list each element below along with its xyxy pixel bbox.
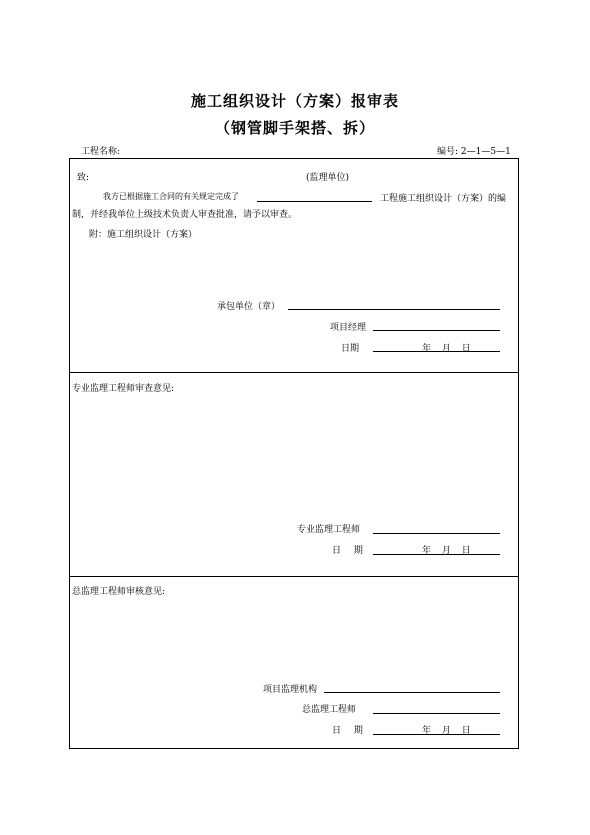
chief-review-heading: 总监理工程师审核意见: [72,587,166,597]
chief-engineer-signature-line[interactable] [373,713,500,714]
body-text-line1-right: 工程施工组织设计（方案）的编 [380,194,507,204]
contractor-label: 承包单位（章） [217,302,281,312]
form-number: 编号: 2—1—5—1 [437,147,511,157]
chief-review-section [69,576,519,749]
attachment-label: 附：施工组织设计（方案） [89,230,198,240]
project-manager-signature-line[interactable] [373,330,500,331]
form-title: 施工组织设计（方案）报审表 [190,92,399,110]
project-manager-label: 项目经理 [330,323,367,333]
chief-date-label: 日 期 [332,726,363,736]
supervisor-unit-label: (监理单位) [306,173,350,183]
engineer-date-label: 日 期 [332,546,363,556]
chief-date-ymd: 年 月 日 [422,726,471,736]
body-text-line1: 我方已根据施工合同的有关规定完成了 [103,192,239,201]
date-ymd: 年 月 日 [422,344,471,354]
engineer-review-heading: 专业监理工程师审查意见: [72,384,175,394]
engineer-date-ymd: 年 月 日 [422,546,471,556]
contractor-signature-line[interactable] [288,309,500,310]
body-text-line2: 制，并经我单位上级技术负责人审查批准，请予以审查。 [72,210,298,220]
supervision-org-line[interactable] [324,692,500,693]
chief-engineer-label: 总监理工程师 [302,705,357,715]
project-name-blank[interactable] [257,201,372,202]
date-label: 日期 [341,344,360,354]
form-subtitle: （钢管脚手架搭、拆） [214,119,375,137]
project-name-label: 工程名称: [81,147,121,157]
to-label: 致: [77,173,90,183]
submission-section [69,158,519,373]
engineer-review-section [69,372,519,577]
engineer-signature-line[interactable] [373,533,500,534]
supervision-org-label: 项目监理机构 [263,685,318,695]
engineer-label: 专业监理工程师 [297,525,361,535]
